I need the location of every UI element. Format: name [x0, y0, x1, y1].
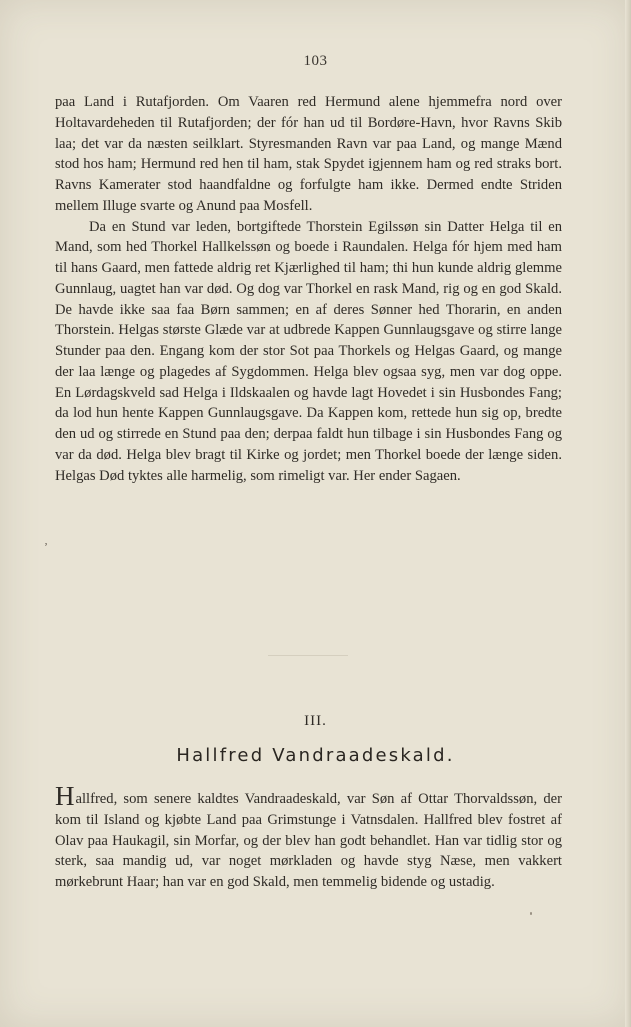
paragraph-hermund: paa Land i Rutafjorden. Om Vaaren red Hermund alene hjemmefra nord over Holtavardeheden til Rutafjorden; der fór han ud til Bordøre-Havn, hvor Ravns Skib laa; det var da næsten seilklart. Styresmanden Ravn var paa Land, og mange Mænd stod hos ham; Hermund red hen til ham, stak Spydet igjennem ham og red straks bort. Ravns Kamerater stod haandfaldne og forfulgte ham ikke. Dermed endte Striden mellem Illuge svarte og Anund paa Mosfell. — [55, 94, 562, 214]
section-divider — [268, 655, 348, 656]
drop-cap: H — [55, 781, 75, 811]
section-number: III. — [304, 713, 327, 729]
paragraph-hallfred-body: allfred, som senere kaldtes Vandraadeskald, var Søn af Ottar Thorvaldssøn, der kom til Island og kjøbte Land paa Grimstunge i Vatnsdalen. Hallfred blev fostret af Olav paa Haukagil, sin Morfar, og der blev han godt behandlet. Han var tidlig stor og sterk, saa mandig ud, var noget mørkladen og havde styg Næse, men vakkert mørkebrunt Haar; han var en god Skald, men temmelig bidende og ustadig. — [55, 791, 562, 890]
paper-speck — [530, 912, 532, 915]
paragraph-hallfred — [55, 781, 562, 893]
paragraph-helga: Da en Stund var leden, bortgiftede Thorstein Egilssøn sin Datter Helga til en Mand, som hed Thorkel Hallkelssøn og boede i Raundalen. Helga fór hjem med ham til hans Gaard, men fattede aldrig ret Kjærlighed til ham; thi hun kunde aldrig glemme Gunnlaug, uagtet han var død. Og dog var Thorkel en rask Mand, rig og en god Skald. De havde ikke saa faa Børn sammen; en af deres Sønner hed Thorarin, en anden Thorstein. Helgas største Glæde var at udbrede Kappen Gunnlaugsgave og stirre lange Stunder paa den. Engang kom der stor Sot paa Thorkels og Helgas Gaard, og mange der laa længe og plagedes af Sygdommen. Helga blev ogsaa syg, men var dog oppe. En Lørdagskveld sad Helga i Ildskaalen og havde lagt Hovedet i sin Husbondes Fang; da lod hun hente Kappen Gunnlaugsgave. Da Kappen kom, rettede hun sig op, bredte den ud og stirrede en Stund paa den; derpaa faldt hun tilbage i sin Husbondes Fang og var da død. Helga blev bragt til Kirke og jordet; men Thorkel boede der længe siden. Helgas Død tyktes alle harmelig, som rimeligt var. Her ender Sagaen. — [55, 218, 562, 484]
margin-mark: ʼ — [44, 540, 48, 554]
section-title: Hallfred Vandraadeskald. — [176, 745, 455, 766]
page-number: 103 — [303, 53, 328, 69]
page-edge-shadow — [625, 0, 631, 1027]
saga-ending-text — [55, 92, 562, 486]
hallfred-text — [55, 781, 562, 893]
